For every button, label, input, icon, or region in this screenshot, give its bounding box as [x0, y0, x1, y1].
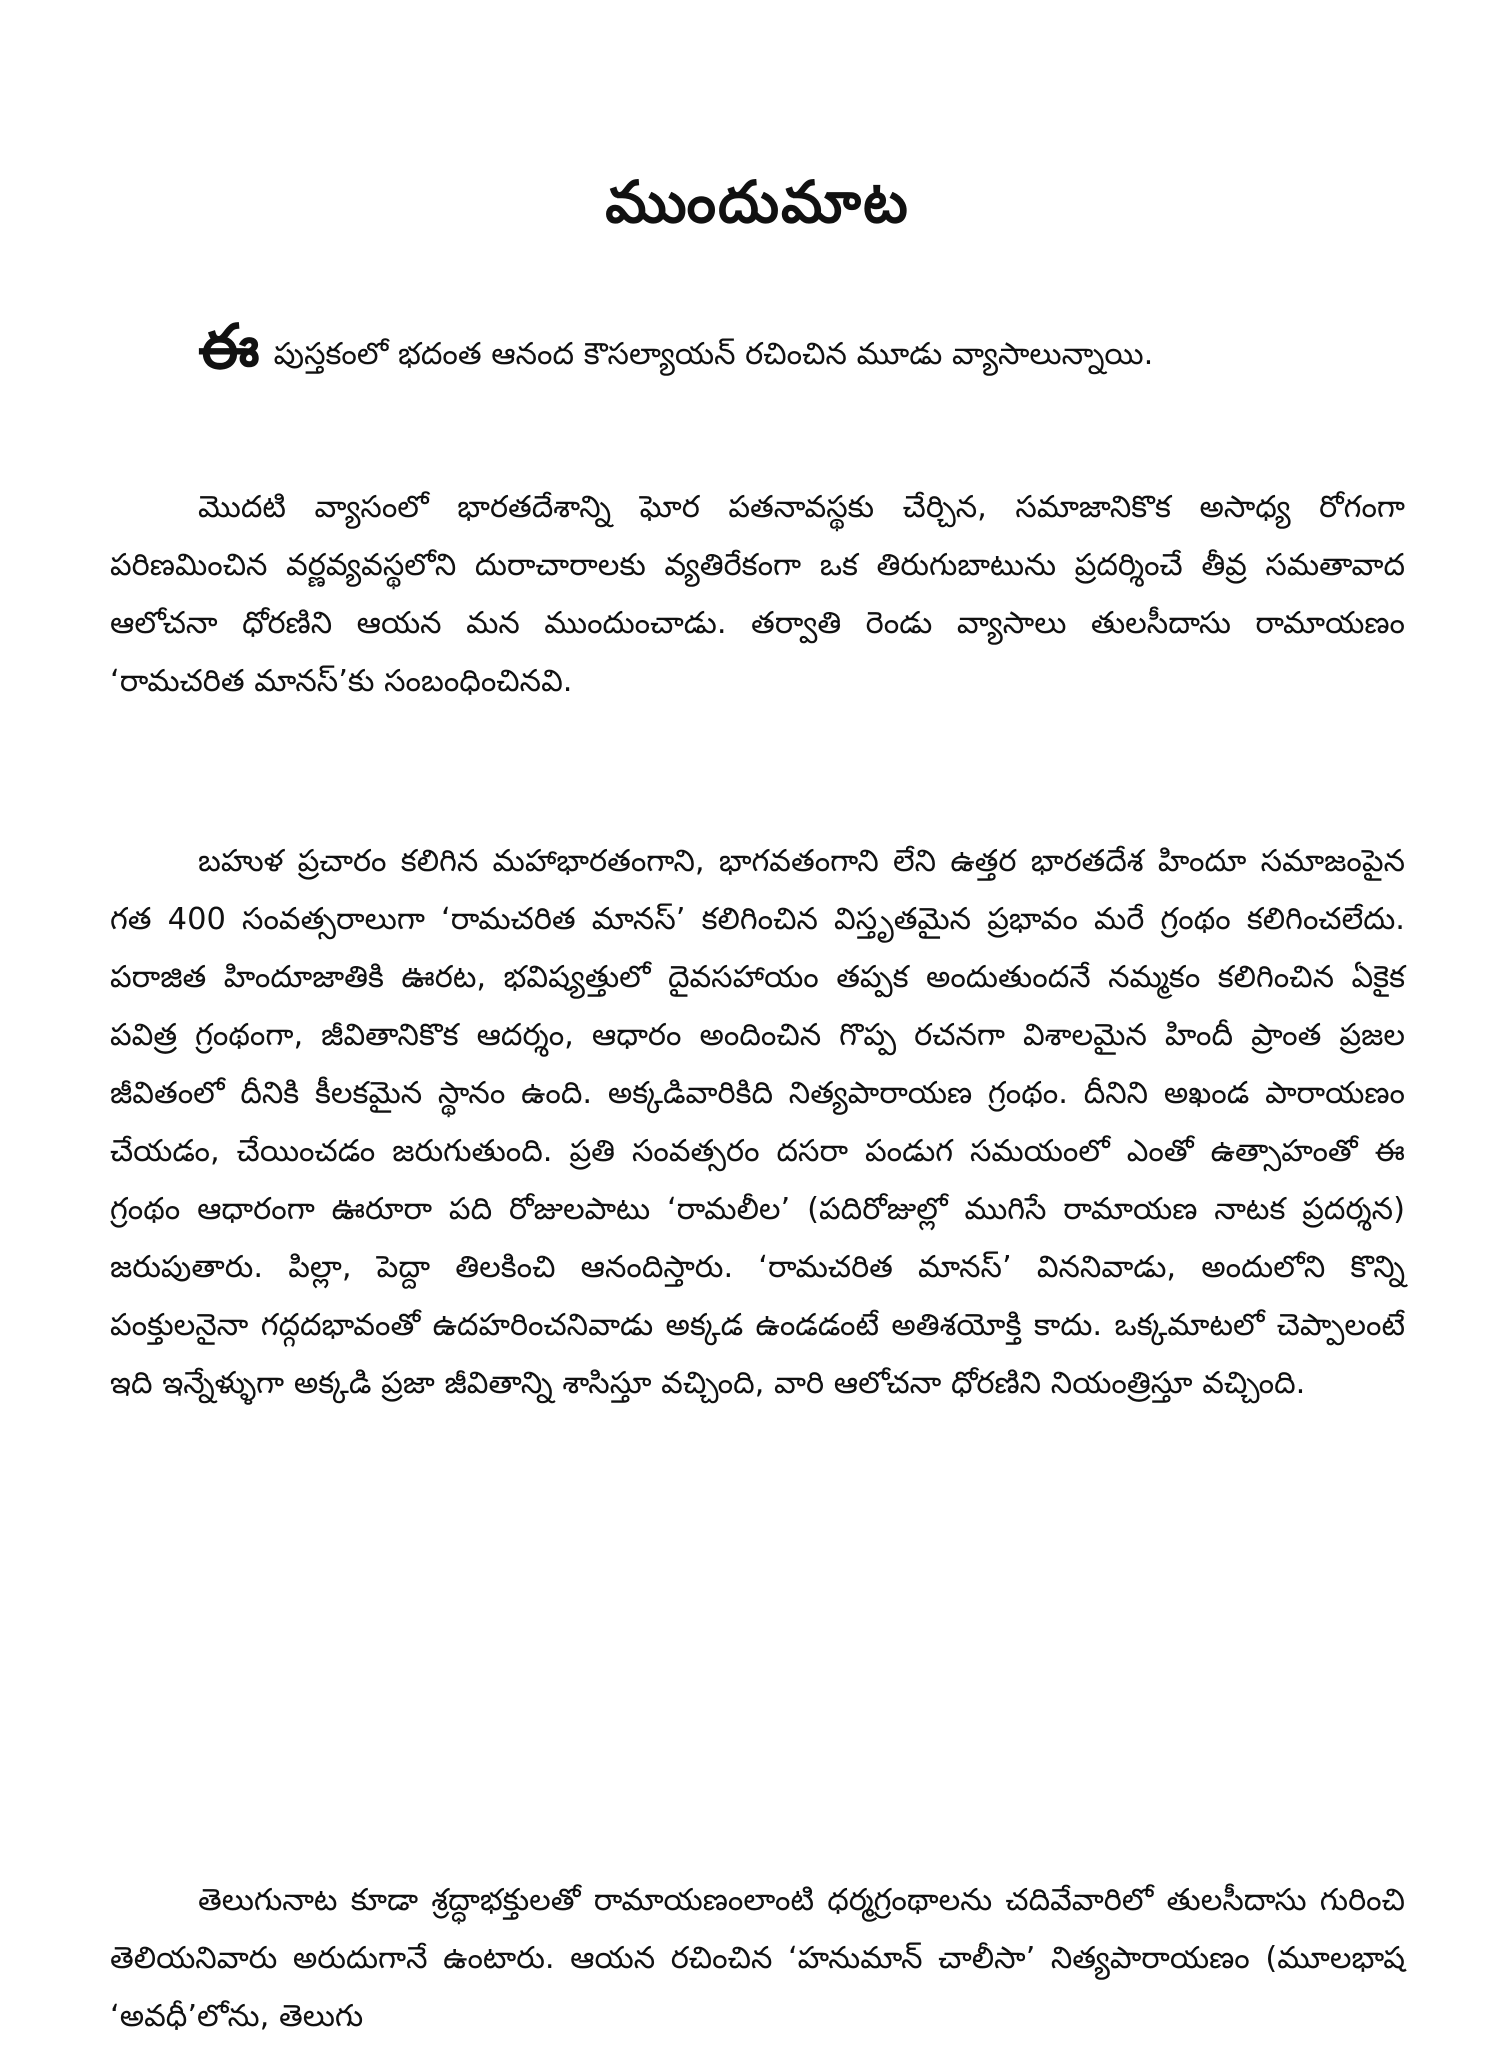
drop-cap: ఈ [198, 310, 260, 383]
paragraph-1-text: పుస్తకంలో భదంత ఆనంద కౌసల్యాయన్ రచించిన మూడు వ్యాసాలున్నాయి. [273, 337, 1154, 372]
document-page [110, 0, 1405, 2034]
paragraph-2: మొదటి వ్యాసంలో భారతదేశాన్ని ఘోర పతనావస్థకు చేర్చిన, సమాజానికొక అసాధ్య రోగంగా పరిణమించిన వర్ణవ్యవస్థలోని దురాచారాలకు వ్యతిరేకంగా ఒక తిరుగుబాటును ప్రదర్శించే తీవ్ర సమతావాద ఆలోచనా ధోరణిని ఆయన మన ముందుంచాడు. తర్వాతి రెండు వ్యాసాలు తులసీదాసు రామాయణం ‘రామచరిత మానస్’కు సంబంధించినవి. [110, 490, 1405, 699]
paragraph-1 [110, 310, 1405, 384]
paragraph-3: బహుళ ప్రచారం కలిగిన మహాభారతంగాని, భాగవతంగాని లేని ఉత్తర భారతదేశ హిందూ సమాజంపైన గత 400 సంవత్సరాలుగా ‘రామచరిత మానస్’ కలిగించిన విస్తృతమైన ప్రభావం మరే గ్రంథం కలిగించలేదు. పరాజిత హిందూజాతికి ఊరట, భవిష్యత్తులో దైవసహాయం తప్పక అందుతుందనే నమ్మకం కలిగించిన ఏకైక పవిత్ర గ్రంథంగా, జీవితానికొక ఆదర్శం, ఆధారం అందించిన గొప్ప రచనగా విశాలమైన హిందీ ప్రాంత ప్రజల జీవితంలో దీనికి కీలకమైన స్థానం ఉంది. అక్కడివారికిది నిత్యపారాయణ గ్రంథం. దీనిని అఖండ పారాయణం చేయడం, చేయించడం జరుగుతుంది. ప్రతి సంవత్సరం దసరా పండుగ సమయంలో ఎంతో ఉత్సాహంతో ఈ గ్రంథం ఆధారంగా ఊరూరా పది రోజులపాటు ‘రామలీల’ (పదిరోజుల్లో ముగిసే రామాయణ నాటక ప్రదర్శన) జరుపుతారు. పిల్లా, పెద్దా తిలకించి ఆనందిస్తారు. ‘రామచరిత మానస్’ విననివాడు, అందులోని కొన్ని పంక్తులనైనా గద్గదభావంతో ఉదహరించనివాడు అక్కడ ఉండడంటే అతిశయోక్తి కాదు. ఒక్కమాటలో చెప్పాలంటే ఇది ఇన్నేళ్ళుగా అక్కడి ప్రజా జీవితాన్ని శాసిస్తూ వచ్చింది, వారి ఆలోచనా ధోరణిని నియంత్రిస్తూ వచ్చింది. [110, 844, 1405, 1401]
paragraph-4: తెలుగునాట కూడా శ్రద్ధాభక్తులతో రామాయణంలాంటి ధర్మగ్రంథాలను చదివేవారిలో తులసీదాసు గురించి తెలియనివారు అరుదుగానే ఉంటారు. ఆయన రచించిన ‘హనుమాన్ చాలీసా’ నిత్యపారాయణం (మూలభాష ‘అవధీ’లోను, తెలుగు [110, 1883, 1405, 2034]
page-title: ముందుమాట [605, 168, 910, 236]
